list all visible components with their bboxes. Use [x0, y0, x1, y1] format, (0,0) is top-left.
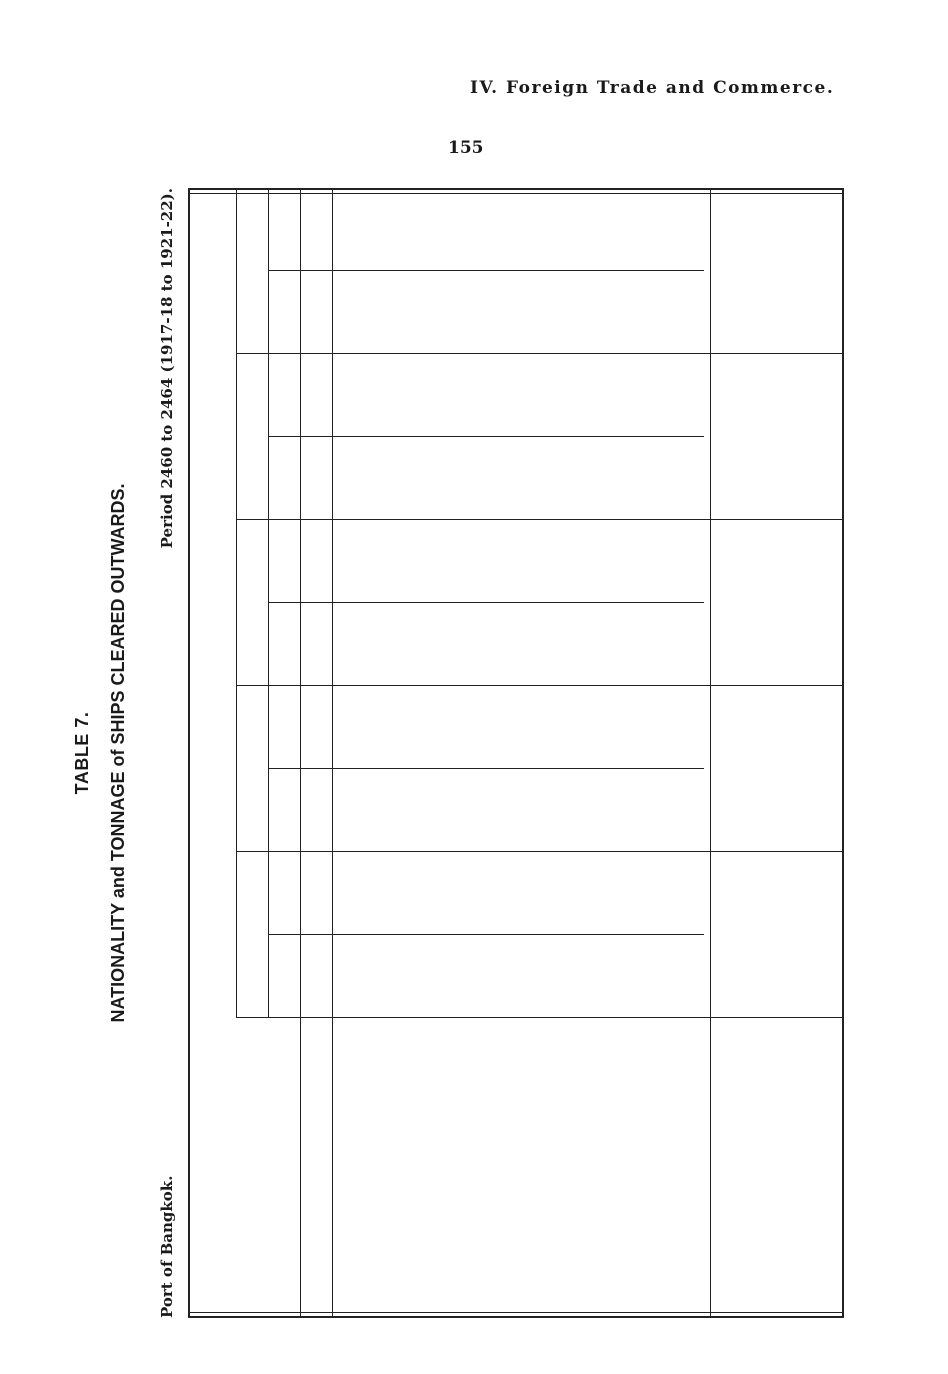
table-cell [642, 603, 668, 686]
row-dots [434, 1028, 460, 1128]
table-cell [512, 769, 538, 852]
table-cell [486, 935, 512, 1018]
table-cell [356, 700, 382, 769]
table-cell [736, 368, 762, 437]
tonnage-header [276, 354, 294, 437]
table-cell [512, 603, 538, 686]
table-cell [642, 271, 668, 354]
table-cell [616, 866, 642, 935]
header-rule-years [268, 188, 269, 1018]
column-number [308, 1018, 326, 1318]
table-cell [408, 271, 434, 354]
table-cell [382, 271, 408, 354]
column-number [308, 354, 326, 437]
table-cell [564, 437, 590, 520]
table-cell [434, 271, 460, 354]
table-cell [564, 271, 590, 354]
table-cell [616, 368, 642, 437]
year-label [242, 188, 262, 354]
table-cell [642, 368, 668, 437]
frame-bottom [842, 188, 844, 1318]
column-number [308, 769, 326, 852]
table-cell [538, 700, 564, 769]
table-cell [382, 437, 408, 520]
table-cell [538, 368, 564, 437]
table-cell [382, 769, 408, 852]
table-cell [512, 534, 538, 603]
table-cell [616, 534, 642, 603]
table-cell [408, 935, 434, 1018]
table-cell [590, 866, 616, 935]
table-cell [590, 769, 616, 852]
table-cell [766, 603, 792, 686]
table-cell [736, 769, 762, 852]
table-cell [408, 202, 434, 271]
table-cell [408, 603, 434, 686]
row-dots [382, 1028, 408, 1128]
table-cell [590, 437, 616, 520]
row-dots [486, 1028, 512, 1128]
table-label: TABLE 7. [72, 711, 92, 795]
table-cell [668, 437, 694, 520]
column-number [308, 271, 326, 354]
column-number [308, 686, 326, 769]
table-cell [590, 534, 616, 603]
table-cell [668, 700, 694, 769]
table-cell [460, 437, 486, 520]
table-cell [408, 437, 434, 520]
table-cell [460, 271, 486, 354]
row-label [736, 1150, 762, 1300]
table-cell [736, 603, 762, 686]
table-cell [564, 866, 590, 935]
table-cell [356, 271, 382, 354]
table-cell [434, 866, 460, 935]
table-cell [564, 202, 590, 271]
table-cell [616, 603, 642, 686]
no-header [276, 603, 294, 686]
no-header [276, 271, 294, 354]
table-cell [616, 769, 642, 852]
row-label [486, 1150, 512, 1300]
table-cell [736, 437, 762, 520]
row-label [382, 1150, 408, 1300]
table-cell [486, 437, 512, 520]
table-cell [460, 935, 486, 1018]
table-cell [434, 368, 460, 437]
table-cell [486, 769, 512, 852]
no-header [276, 769, 294, 852]
row-label [590, 1150, 616, 1300]
table-cell [382, 202, 408, 271]
table-cell [512, 700, 538, 769]
year-label [242, 852, 262, 1018]
table-cell [616, 700, 642, 769]
table-cell [766, 271, 792, 354]
table-cell [668, 603, 694, 686]
row-dots [564, 1028, 590, 1128]
table-cell [486, 202, 512, 271]
row-label [434, 1150, 460, 1300]
row-dots [408, 1028, 434, 1128]
table-cell [434, 935, 460, 1018]
table-cell [512, 271, 538, 354]
table-cell [564, 368, 590, 437]
table-cell [642, 534, 668, 603]
table-cell [460, 534, 486, 603]
table-cell [736, 700, 762, 769]
tonnage-header [276, 520, 294, 603]
header-rule-nums [300, 188, 301, 1318]
table-cell [512, 368, 538, 437]
row-label [538, 1150, 564, 1300]
table-cell [460, 202, 486, 271]
table-cell [512, 866, 538, 935]
table-cell [382, 534, 408, 603]
table-cell [668, 769, 694, 852]
column-number [308, 188, 326, 271]
table-cell [616, 271, 642, 354]
tonnage-header [276, 852, 294, 935]
header-rule-year [236, 188, 237, 1018]
table-cell [590, 700, 616, 769]
table-cell [382, 935, 408, 1018]
table-cell [486, 271, 512, 354]
row-label [512, 1150, 538, 1300]
table-cell [642, 866, 668, 935]
table-cell [382, 603, 408, 686]
table-cell [668, 202, 694, 271]
table-cell [564, 534, 590, 603]
table-cell [642, 202, 668, 271]
table-cell [382, 866, 408, 935]
row-dots [736, 1028, 762, 1128]
table-cell [766, 866, 792, 935]
column-number [308, 603, 326, 686]
table-cell [590, 202, 616, 271]
table-cell [356, 368, 382, 437]
table-cell [408, 769, 434, 852]
table-cell [356, 437, 382, 520]
table-cell [564, 935, 590, 1018]
table-cell [356, 202, 382, 271]
table-cell [590, 935, 616, 1018]
row-dots [356, 1028, 382, 1128]
table-cell [538, 202, 564, 271]
table-cell [512, 202, 538, 271]
row-dots [538, 1028, 564, 1128]
table-cell [642, 700, 668, 769]
year-header [202, 188, 222, 1018]
table-cell [642, 769, 668, 852]
table-cell [356, 769, 382, 852]
row-label [408, 1150, 434, 1300]
table-cell [486, 534, 512, 603]
table-cell [356, 603, 382, 686]
table-cell [766, 700, 792, 769]
table-cell [590, 368, 616, 437]
row-label [460, 1150, 486, 1300]
table-cell [460, 368, 486, 437]
row-label [766, 1150, 792, 1300]
page-header: IV. Foreign Trade and Commerce. [470, 78, 835, 98]
table-cell [642, 437, 668, 520]
table-cell [616, 437, 642, 520]
table-cell [766, 437, 792, 520]
table-cell [408, 534, 434, 603]
table-cell [564, 700, 590, 769]
table-cell [356, 534, 382, 603]
table-cell [434, 202, 460, 271]
row-dots [590, 1028, 616, 1128]
tonnage-header [276, 188, 294, 271]
table-cell [382, 368, 408, 437]
table-cell [668, 368, 694, 437]
table-cell [590, 271, 616, 354]
table-title: NATIONALITY and TONNAGE of SHIPS CLEARED OUTWARDS. [108, 483, 128, 1023]
table-cell [356, 866, 382, 935]
row-label [642, 1150, 668, 1300]
table-cell [766, 534, 792, 603]
column-number [308, 935, 326, 1018]
table-cell [486, 368, 512, 437]
port-label: Port of Bangkok. [158, 1175, 176, 1318]
table-cell [668, 534, 694, 603]
tonnage-header [276, 686, 294, 769]
table-cell [512, 935, 538, 1018]
table-cell [538, 603, 564, 686]
table-cell [668, 866, 694, 935]
table-cell [616, 202, 642, 271]
period-label: Period 2460 to 2464 (1917-18 to 1921-22). [158, 188, 176, 549]
data-table [188, 188, 844, 1318]
table-cell [766, 202, 792, 271]
table-cell [538, 437, 564, 520]
table-cell [668, 935, 694, 1018]
no-header [276, 935, 294, 1018]
table-cell [460, 700, 486, 769]
table-cell [408, 700, 434, 769]
row-dots [642, 1028, 668, 1128]
table-cell [538, 769, 564, 852]
table-cell [766, 769, 792, 852]
row-dots [616, 1028, 642, 1128]
table-cell [486, 603, 512, 686]
column-number [308, 437, 326, 520]
row-label [564, 1150, 590, 1300]
table-cell [486, 700, 512, 769]
page-number: 155 [448, 138, 484, 158]
table-cell [736, 534, 762, 603]
table-cell [434, 769, 460, 852]
row-dots [766, 1028, 792, 1128]
table-cell [766, 935, 792, 1018]
year-label [242, 520, 262, 686]
row-dots [460, 1028, 486, 1128]
nationality-header [188, 1018, 300, 1318]
total-rule [710, 188, 711, 1318]
no-header [276, 437, 294, 520]
table-cell [616, 935, 642, 1018]
table-cell [736, 866, 762, 935]
column-number [308, 852, 326, 935]
table-cell [538, 935, 564, 1018]
header-rule-bottom [332, 188, 333, 1318]
column-number [308, 520, 326, 603]
table-cell [736, 935, 762, 1018]
row-label [668, 1150, 694, 1300]
table-cell [736, 271, 762, 354]
row-dots [512, 1028, 538, 1128]
table-cell [564, 603, 590, 686]
table-cell [460, 769, 486, 852]
table-cell [668, 271, 694, 354]
row-dots [668, 1028, 694, 1128]
rotated-table-page [72, 188, 768, 1318]
table-cell [460, 866, 486, 935]
table-cell [408, 368, 434, 437]
table-cell [642, 935, 668, 1018]
table-cell [356, 935, 382, 1018]
table-cell [382, 700, 408, 769]
year-label [242, 686, 262, 852]
table-cell [512, 437, 538, 520]
year-label [242, 354, 262, 520]
table-cell [736, 202, 762, 271]
table-cell [590, 603, 616, 686]
table-cell [460, 603, 486, 686]
table-cell [538, 866, 564, 935]
table-cell [434, 603, 460, 686]
table-cell [564, 769, 590, 852]
table-cell [408, 866, 434, 935]
table-cell [434, 437, 460, 520]
table-cell [538, 271, 564, 354]
table-cell [434, 534, 460, 603]
table-cell [434, 700, 460, 769]
row-label [616, 1150, 642, 1300]
table-cell [486, 866, 512, 935]
table-cell [766, 368, 792, 437]
table-cell [538, 534, 564, 603]
row-label [356, 1150, 382, 1300]
